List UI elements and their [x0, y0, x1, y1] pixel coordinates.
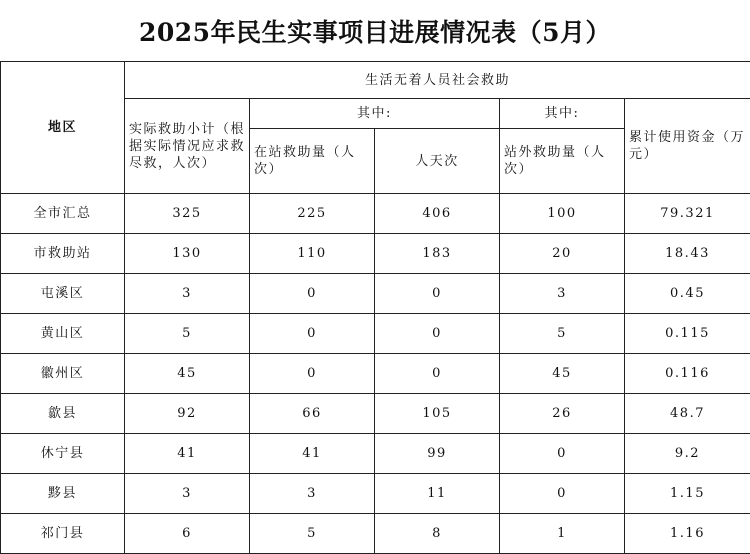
cell-person-days: 0 — [375, 354, 500, 394]
cell-in-station: 3 — [250, 474, 375, 514]
cell-person-days: 8 — [375, 514, 500, 554]
out-station-header: 站外救助量（人次） — [500, 129, 625, 194]
cell-in-station: 5 — [250, 514, 375, 554]
funds-header: 累计使用资金（万元） — [625, 99, 750, 194]
cell-person-days: 183 — [375, 234, 500, 274]
cell-subtotal: 92 — [125, 394, 250, 434]
cell-person-days: 0 — [375, 274, 500, 314]
cell-out-station: 100 — [500, 194, 625, 234]
cell-subtotal: 41 — [125, 434, 250, 474]
group-header: 生活无着人员社会救助 — [125, 62, 750, 99]
cell-region: 市救助站 — [1, 234, 125, 274]
cell-region: 歙县 — [1, 394, 125, 434]
in-station-header: 在站救助量（人次） — [250, 129, 375, 194]
cell-region: 休宁县 — [1, 434, 125, 474]
of-which-header-2: 其中: — [500, 99, 625, 129]
table-row — [1, 234, 750, 274]
table-row — [1, 514, 750, 554]
cell-person-days: 105 — [375, 394, 500, 434]
cell-out-station: 45 — [500, 354, 625, 394]
cell-out-station: 26 — [500, 394, 625, 434]
cell-region: 徽州区 — [1, 354, 125, 394]
cell-funds: 79.321 — [625, 194, 750, 234]
cell-in-station: 41 — [250, 434, 375, 474]
cell-in-station: 0 — [250, 314, 375, 354]
cell-subtotal: 3 — [125, 474, 250, 514]
cell-funds: 18.43 — [625, 234, 750, 274]
cell-in-station: 0 — [250, 274, 375, 314]
person-days-header: 人天次 — [375, 129, 500, 194]
cell-in-station: 66 — [250, 394, 375, 434]
cell-in-station: 225 — [250, 194, 375, 234]
cell-person-days: 11 — [375, 474, 500, 514]
cell-subtotal: 6 — [125, 514, 250, 554]
cell-out-station: 3 — [500, 274, 625, 314]
table-row — [1, 274, 750, 314]
table-row — [1, 434, 750, 474]
cell-funds: 1.16 — [625, 514, 750, 554]
cell-subtotal: 45 — [125, 354, 250, 394]
cell-region: 全市汇总 — [1, 194, 125, 234]
progress-table — [0, 61, 750, 554]
cell-region: 黄山区 — [1, 314, 125, 354]
cell-in-station: 110 — [250, 234, 375, 274]
cell-subtotal: 3 — [125, 274, 250, 314]
region-header: 地区 — [1, 62, 125, 194]
cell-region: 祁门县 — [1, 514, 125, 554]
cell-out-station: 1 — [500, 514, 625, 554]
cell-region: 黟县 — [1, 474, 125, 514]
table-row — [1, 394, 750, 434]
cell-out-station: 20 — [500, 234, 625, 274]
cell-person-days: 406 — [375, 194, 500, 234]
table-row — [1, 314, 750, 354]
table-row — [1, 474, 750, 514]
cell-out-station: 5 — [500, 314, 625, 354]
cell-person-days: 99 — [375, 434, 500, 474]
cell-out-station: 0 — [500, 474, 625, 514]
cell-funds: 0.115 — [625, 314, 750, 354]
cell-person-days: 0 — [375, 314, 500, 354]
of-which-header-1: 其中: — [250, 99, 500, 129]
cell-subtotal: 130 — [125, 234, 250, 274]
cell-subtotal: 5 — [125, 314, 250, 354]
cell-in-station: 0 — [250, 354, 375, 394]
cell-funds: 1.15 — [625, 474, 750, 514]
cell-out-station: 0 — [500, 434, 625, 474]
cell-funds: 48.7 — [625, 394, 750, 434]
cell-funds: 9.2 — [625, 434, 750, 474]
cell-region: 屯溪区 — [1, 274, 125, 314]
cell-funds: 0.116 — [625, 354, 750, 394]
page-title: 2025年民生实事项目进展情况表（5月） — [0, 0, 750, 62]
cell-funds: 0.45 — [625, 274, 750, 314]
table-row — [1, 354, 750, 394]
cell-subtotal: 325 — [125, 194, 250, 234]
table-row — [1, 194, 750, 234]
subtotal-header: 实际救助小计（根据实际情况应求救尽救，人次） — [125, 99, 250, 194]
